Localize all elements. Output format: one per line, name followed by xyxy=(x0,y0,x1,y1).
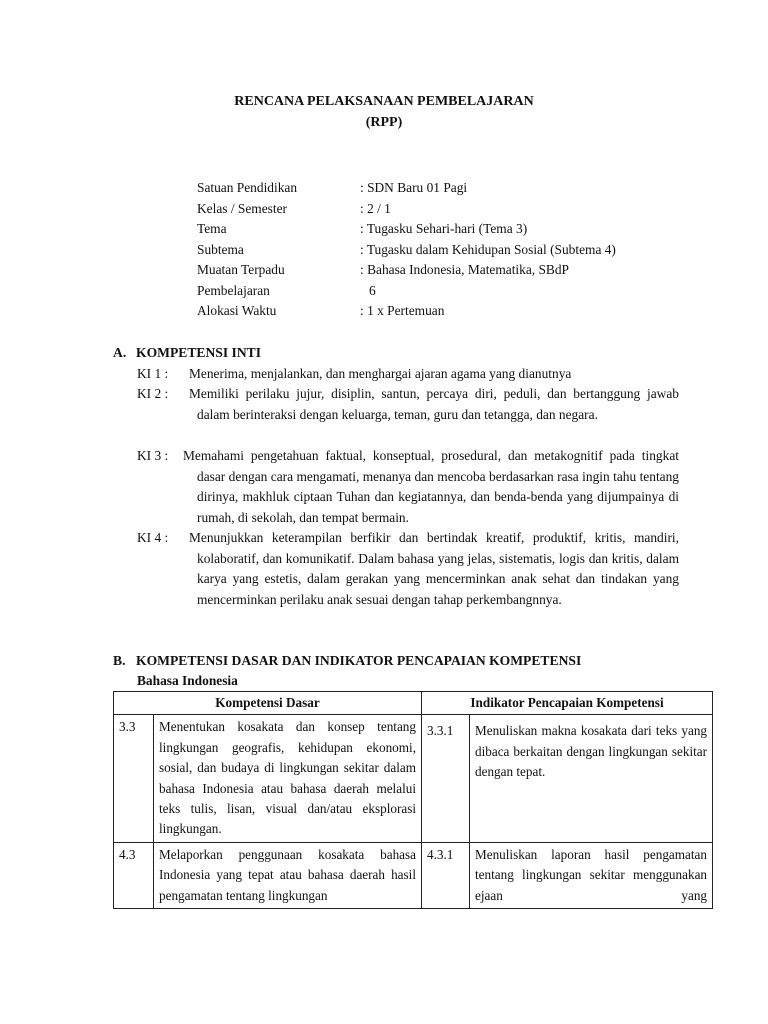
info-label: Kelas / Semester xyxy=(197,201,287,216)
section-title: KOMPETENSI INTI xyxy=(136,345,262,360)
kd-number: 3.3 xyxy=(114,715,154,842)
ki-item xyxy=(137,446,679,528)
indicator-number: 3.3.1 xyxy=(422,715,470,842)
section-title: KOMPETENSI DASAR DAN INDIKATOR PENCAPAIAN KOMPETENSI xyxy=(136,653,582,668)
table-row xyxy=(114,715,713,842)
document-title: RENCANA PELAKSANAAN PEMBELAJARAN xyxy=(234,94,534,109)
info-label: Tema xyxy=(197,221,227,236)
table-header: Indikator Pencapaian Kompetensi xyxy=(422,692,713,715)
ki-item xyxy=(137,528,679,610)
info-label: Pembelajaran xyxy=(197,283,270,298)
kd-number: 4.3 xyxy=(114,842,154,908)
table-header-row xyxy=(114,692,713,715)
ki-label: KI 3 : xyxy=(137,448,169,463)
table-row xyxy=(114,842,713,908)
ki-label: KI 4 : xyxy=(137,530,169,545)
ki-item xyxy=(137,364,679,385)
ki-text: Menerima, menjalankan, dan menghargai ajaran agama yang dianutnya xyxy=(189,366,572,381)
section-letter: A. xyxy=(113,345,127,360)
document-subtitle: (RPP) xyxy=(365,115,403,130)
info-value: : Tugasku dalam Kehidupan Sosial (Subtema 4) xyxy=(360,242,616,257)
info-label: Satuan Pendidikan xyxy=(197,180,298,195)
indicator-cell xyxy=(470,842,713,908)
competency-table xyxy=(113,691,713,909)
kd-cell xyxy=(154,842,422,908)
ki-text: Memiliki perilaku jujur, disiplin, santun, percaya diri, peduli, dan bertanggung jawab dalam berinteraksi dengan keluarga, teman, guru dan tetangga, dan negara. xyxy=(189,386,679,422)
info-value: : Bahasa Indonesia, Matematika, SBdP xyxy=(360,262,570,277)
info-value: : SDN Baru 01 Pagi xyxy=(360,180,468,195)
ki-label: KI 1 : xyxy=(137,366,169,381)
indicator-text: Menuliskan makna kosakata dari teks yang dibaca berkaitan dengan lingkungan sekitar dengan tepat. xyxy=(470,715,713,842)
ki-label: KI 2 : xyxy=(137,386,169,401)
kd-text: Menentukan kosakata dan konsep tentang lingkungan geografis, kehidupan ekonomi, sosial, dan budaya di lingkungan sekitar dalam bahasa Indonesia atau bahasa daerah melalui teks tulis, lisan, visual dan/atau eksplorasi lingkungan. xyxy=(154,715,422,842)
info-value: : 2 / 1 xyxy=(360,201,391,216)
info-label: Subtema xyxy=(197,242,244,257)
subject-heading: Bahasa Indonesia xyxy=(137,673,238,688)
kd-text: Melaporkan penggunaan kosakata bahasa Indonesia yang tepat atau bahasa daerah hasil pengamatan tentang lingkungan xyxy=(159,846,416,903)
section-letter: B. xyxy=(113,653,126,668)
info-label: Muatan Terpadu xyxy=(197,262,285,277)
table-header: Kompetensi Dasar xyxy=(114,692,422,715)
info-value: : 1 x Pertemuan xyxy=(360,303,445,318)
ki-text: Memahami pengetahuan faktual, konseptual, prosedural, dan metakognitif pada tingkat dasar dengan cara mengamati, menanya dan mencoba berdasarkan rasa ingin tahu tentang dirinya, makhluk ciptaan Tuhan dan kegiatannya, dan benda-benda yang dijumpainya di rumah, di sekolah, dan tempat bermain. xyxy=(183,448,679,525)
info-value: 6 xyxy=(369,283,376,298)
indicator-number: 4.3.1 xyxy=(422,842,470,908)
ki-text: Menunjukkan keterampilan berfikir dan bertindak kreatif, produktif, kritis, mandiri, kolaboratif, dan komunikatif. Dalam bahasa yang jelas, sistematis, logis dan kritis, dalam karya yang estetis, dalam gerakan yang mencerminkan anak sehat dan tindakan yang mencerminkan perilaku anak sesuai dengan tahap perkembangnnya. xyxy=(189,530,679,607)
section-a-heading xyxy=(113,345,261,361)
ki-item xyxy=(137,384,679,425)
info-value: : Tugasku Sehari-hari (Tema 3) xyxy=(360,221,528,236)
info-label: Alokasi Waktu xyxy=(197,303,277,318)
section-b-heading xyxy=(113,653,581,669)
indicator-text: Menuliskan laporan hasil pengamatan tentang lingkungan sekitar menggunakan ejaan yang xyxy=(475,846,708,903)
